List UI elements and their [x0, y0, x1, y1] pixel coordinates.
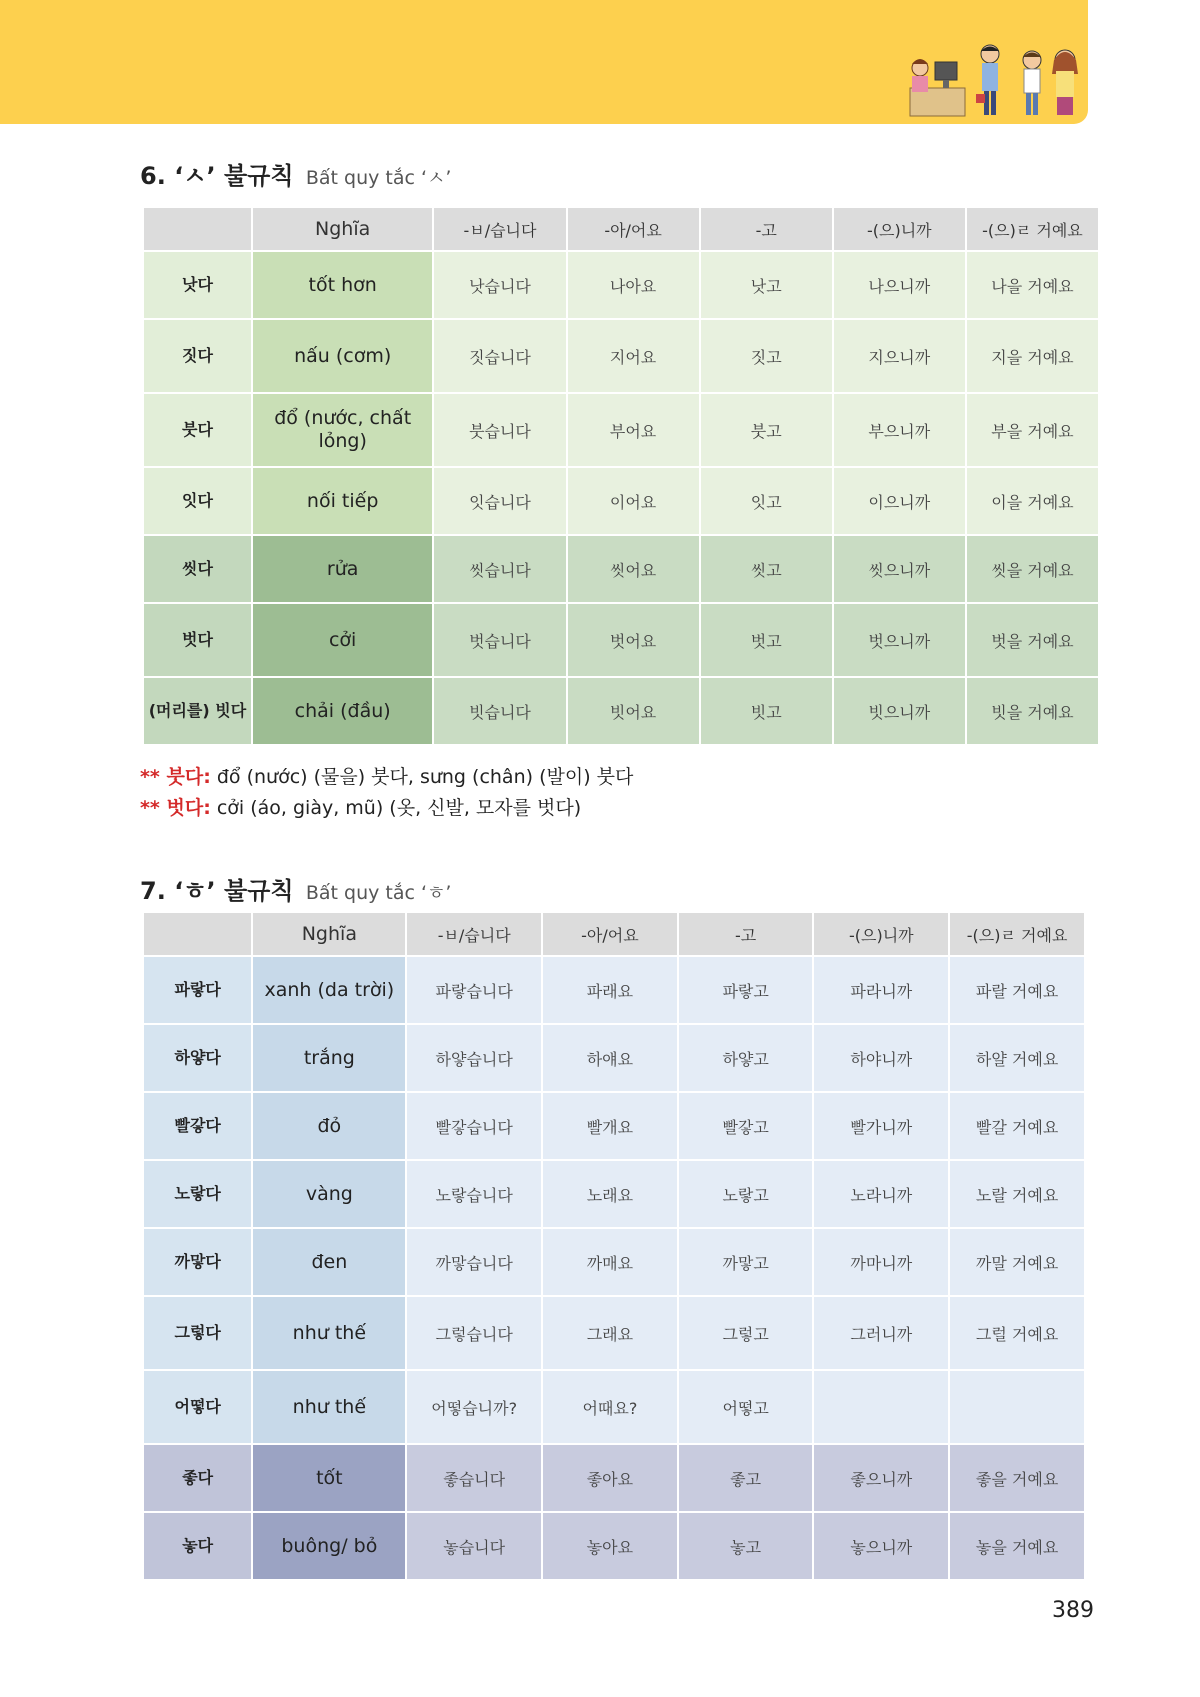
form-cell: 빗어요 — [568, 678, 699, 744]
form-cell: 하야니까 — [814, 1025, 948, 1091]
form-cell: 파랄 거예요 — [950, 957, 1084, 1023]
verb-cell: 씻다 — [144, 536, 251, 602]
table-row — [144, 678, 1098, 744]
section-6-subtitle: Bất quy tắc ‘ㅅ’ — [305, 167, 452, 189]
meaning-cell: như thế — [253, 1297, 405, 1369]
form-cell: 벗을 거예요 — [967, 604, 1098, 676]
table-row — [144, 468, 1098, 534]
form-cell: 파랗고 — [679, 957, 813, 1023]
note-text: cởi (áo, giày, mũ) (옷, 신발, 모자를 벗다) — [216, 797, 582, 819]
page-number: 389 — [1052, 1598, 1094, 1623]
table-row — [144, 1093, 1084, 1159]
form-cell: 하얗고 — [679, 1025, 813, 1091]
form-cell: 지어요 — [568, 320, 699, 392]
form-cell: 노랗습니다 — [407, 1161, 541, 1227]
form-cell: 씻고 — [701, 536, 832, 602]
form-cell: 벗고 — [701, 604, 832, 676]
meaning-cell: nấu (cơm) — [253, 320, 433, 392]
form-cell — [950, 1371, 1084, 1443]
form-cell: 이어요 — [568, 468, 699, 534]
form-cell: 어떻고 — [679, 1371, 813, 1443]
form-cell: 까맣고 — [679, 1229, 813, 1295]
form-cell: 이으니까 — [834, 468, 965, 534]
table-row — [144, 1513, 1084, 1579]
form-cell: 어때요? — [543, 1371, 677, 1443]
header-word — [144, 913, 251, 955]
form-cell: 나을 거예요 — [967, 252, 1098, 318]
form-cell: 씻습니다 — [434, 536, 565, 602]
form-cell: 까말 거예요 — [950, 1229, 1084, 1295]
meaning-cell: vàng — [253, 1161, 405, 1227]
form-cell: 놓으니까 — [814, 1513, 948, 1579]
meaning-cell: tốt — [253, 1445, 405, 1511]
form-cell: 그럴 거예요 — [950, 1297, 1084, 1369]
form-cell: 지을 거예요 — [967, 320, 1098, 392]
header-meaning: Nghĩa — [253, 913, 405, 955]
header-word — [144, 208, 251, 250]
meaning-cell: chải (đầu) — [253, 678, 433, 744]
form-cell: 노라니까 — [814, 1161, 948, 1227]
note-mark: ** 붓다: — [140, 766, 211, 788]
form-cell: 그래요 — [543, 1297, 677, 1369]
verb-cell: 까맣다 — [144, 1229, 251, 1295]
form-cell: 붓습니다 — [434, 394, 565, 466]
section-7-heading: ‘ㅎ’ 불규칙 — [174, 877, 294, 905]
form-cell: 파래요 — [543, 957, 677, 1023]
meaning-cell: đỏ — [253, 1093, 405, 1159]
form-cell: 놓고 — [679, 1513, 813, 1579]
meaning-cell: tốt hơn — [253, 252, 433, 318]
form-cell: 잇고 — [701, 468, 832, 534]
people-illustration — [900, 40, 1090, 124]
form-cell: 노랗고 — [679, 1161, 813, 1227]
header-and: -고 — [679, 913, 813, 955]
usage-notes — [140, 762, 633, 824]
note-item — [140, 793, 633, 824]
table-row — [144, 1025, 1084, 1091]
form-cell: 노래요 — [543, 1161, 677, 1227]
form-cell: 하얘요 — [543, 1025, 677, 1091]
form-cell: 씻어요 — [568, 536, 699, 602]
form-cell: 파랗습니다 — [407, 957, 541, 1023]
verb-cell: 잇다 — [144, 468, 251, 534]
header-meaning: Nghĩa — [253, 208, 433, 250]
form-cell: 빨가니까 — [814, 1093, 948, 1159]
form-cell: 까매요 — [543, 1229, 677, 1295]
header-and: -고 — [701, 208, 832, 250]
section-7-title — [140, 871, 451, 906]
meaning-cell: xanh (da trời) — [253, 957, 405, 1023]
header-because: -(으)니까 — [834, 208, 965, 250]
form-cell: 빗을 거예요 — [967, 678, 1098, 744]
form-cell: 붓고 — [701, 394, 832, 466]
form-cell: 하얗습니다 — [407, 1025, 541, 1091]
form-cell: 파라니까 — [814, 957, 948, 1023]
table-header-row — [144, 208, 1098, 250]
header-because: -(으)니까 — [814, 913, 948, 955]
form-cell: 좋을 거예요 — [950, 1445, 1084, 1511]
meaning-cell: cởi — [253, 604, 433, 676]
form-cell: 놓을 거예요 — [950, 1513, 1084, 1579]
table-row — [144, 1445, 1084, 1511]
form-cell: 지으니까 — [834, 320, 965, 392]
table-row — [144, 536, 1098, 602]
form-cell: 그렇고 — [679, 1297, 813, 1369]
form-cell: 벗습니다 — [434, 604, 565, 676]
verb-cell: (머리를) 빗다 — [144, 678, 251, 744]
form-cell: 어떻습니까? — [407, 1371, 541, 1443]
header-polite: -아/어요 — [543, 913, 677, 955]
form-cell: 씻을 거예요 — [967, 536, 1098, 602]
form-cell: 그러니까 — [814, 1297, 948, 1369]
verb-cell: 벗다 — [144, 604, 251, 676]
form-cell: 까마니까 — [814, 1229, 948, 1295]
form-cell: 부으니까 — [834, 394, 965, 466]
form-cell: 좋아요 — [543, 1445, 677, 1511]
form-cell: 좋습니다 — [407, 1445, 541, 1511]
form-cell: 씻으니까 — [834, 536, 965, 602]
meaning-cell: đen — [253, 1229, 405, 1295]
meaning-cell: trắng — [253, 1025, 405, 1091]
form-cell: 빨갛습니다 — [407, 1093, 541, 1159]
table-row — [144, 604, 1098, 676]
table-row — [144, 1297, 1084, 1369]
meaning-cell: nối tiếp — [253, 468, 433, 534]
section-6-number: 6. — [140, 162, 166, 190]
form-cell: 벗으니까 — [834, 604, 965, 676]
verb-cell: 낫다 — [144, 252, 251, 318]
section-7-number: 7. — [140, 877, 166, 905]
form-cell: 벗어요 — [568, 604, 699, 676]
table-row — [144, 252, 1098, 318]
meaning-cell: buông/ bỏ — [253, 1513, 405, 1579]
form-cell — [814, 1371, 948, 1443]
verb-cell: 짓다 — [144, 320, 251, 392]
form-cell: 이을 거예요 — [967, 468, 1098, 534]
form-cell: 낫고 — [701, 252, 832, 318]
form-cell: 빨갈 거예요 — [950, 1093, 1084, 1159]
form-cell: 빨갛고 — [679, 1093, 813, 1159]
form-cell: 까맣습니다 — [407, 1229, 541, 1295]
table-row — [144, 957, 1084, 1023]
verb-cell: 붓다 — [144, 394, 251, 466]
form-cell: 빗습니다 — [434, 678, 565, 744]
verb-cell: 하얗다 — [144, 1025, 251, 1091]
irregular-s-table — [142, 206, 1100, 746]
form-cell: 나아요 — [568, 252, 699, 318]
meaning-cell: đổ (nước, chất lỏng) — [253, 394, 433, 466]
table-row — [144, 1229, 1084, 1295]
meaning-cell: rửa — [253, 536, 433, 602]
form-cell: 놓습니다 — [407, 1513, 541, 1579]
form-cell: 낫습니다 — [434, 252, 565, 318]
section-7-subtitle: Bất quy tắc ‘ㅎ’ — [305, 882, 452, 904]
header-future: -(으)ㄹ 거예요 — [950, 913, 1084, 955]
table-row — [144, 320, 1098, 392]
verb-cell: 좋다 — [144, 1445, 251, 1511]
form-cell: 부을 거예요 — [967, 394, 1098, 466]
irregular-h-table — [142, 911, 1086, 1581]
section-6-heading: ‘ㅅ’ 불규칙 — [174, 162, 294, 190]
form-cell: 빗으니까 — [834, 678, 965, 744]
header-formal: -ㅂ/습니다 — [407, 913, 541, 955]
note-mark: ** 벗다: — [140, 797, 211, 819]
form-cell: 하얄 거예요 — [950, 1025, 1084, 1091]
form-cell: 그렇습니다 — [407, 1297, 541, 1369]
table-header-row — [144, 913, 1084, 955]
note-item — [140, 762, 633, 793]
table-row — [144, 1371, 1084, 1443]
verb-cell: 놓다 — [144, 1513, 251, 1579]
form-cell: 좋고 — [679, 1445, 813, 1511]
form-cell: 잇습니다 — [434, 468, 565, 534]
verb-cell: 파랗다 — [144, 957, 251, 1023]
form-cell: 부어요 — [568, 394, 699, 466]
form-cell: 빗고 — [701, 678, 832, 744]
table-row — [144, 394, 1098, 466]
verb-cell: 어떻다 — [144, 1371, 251, 1443]
form-cell: 노랄 거예요 — [950, 1161, 1084, 1227]
verb-cell: 그렇다 — [144, 1297, 251, 1369]
header-formal: -ㅂ/습니다 — [434, 208, 565, 250]
header-future: -(으)ㄹ 거예요 — [967, 208, 1098, 250]
note-text: đổ (nước) (물을) 붓다, sưng (chân) (발이) 붓다 — [216, 766, 634, 788]
form-cell: 빨개요 — [543, 1093, 677, 1159]
form-cell: 짓습니다 — [434, 320, 565, 392]
section-6-title — [140, 156, 451, 191]
form-cell: 나으니까 — [834, 252, 965, 318]
verb-cell: 빨갛다 — [144, 1093, 251, 1159]
verb-cell: 노랗다 — [144, 1161, 251, 1227]
meaning-cell: như thế — [253, 1371, 405, 1443]
header-polite: -아/어요 — [568, 208, 699, 250]
form-cell: 놓아요 — [543, 1513, 677, 1579]
form-cell: 좋으니까 — [814, 1445, 948, 1511]
table-row — [144, 1161, 1084, 1227]
form-cell: 짓고 — [701, 320, 832, 392]
